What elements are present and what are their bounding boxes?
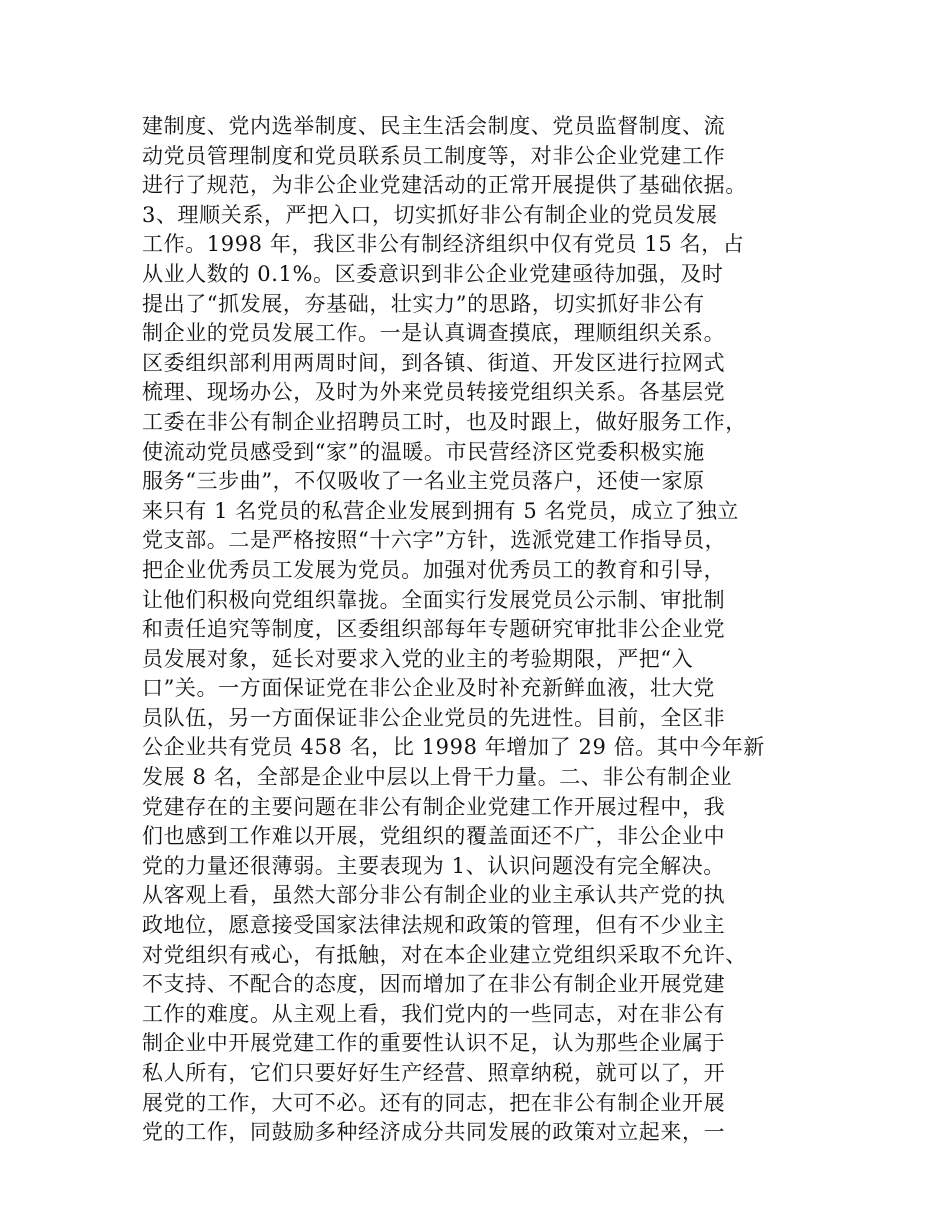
text-line: 们也感到工作难以开展，党组织的覆盖面还不广，非公企业中 [142, 824, 726, 849]
text-line: 来只有 1 名党员的私营企业发展到拥有 5 名党员，成立了独立 [142, 498, 740, 523]
text-line: 不支持、不配合的态度，因而增加了在非公有制企业开展党建 [142, 972, 726, 997]
text-line: 梳理、现场办公，及时为外来党员转接党组织关系。各基层党 [142, 380, 726, 405]
text-line: 制企业的党员发展工作。一是认真调查摸底，理顺组织关系。 [142, 321, 726, 346]
text-line: 制企业中开展党建工作的重要性认识不足，认为那些企业属于 [142, 1031, 726, 1056]
text-line: 对党组织有戒心，有抵触，对在本企业建立党组织采取不允许、 [142, 942, 747, 967]
text-line: 从业人数的 0.1%。区委意识到非公企业党建亟待加强，及时 [142, 261, 724, 286]
text-line: 工作。1998 年，我区非公有制经济组织中仅有党员 15 名，占 [142, 232, 745, 257]
text-line: 让他们积极向党组织靠拢。全面实行发展党员公示制、审批制 [142, 587, 726, 612]
text-line: 公企业共有党员 458 名，比 1998 年增加了 29 倍。其中今年新 [142, 735, 765, 760]
text-line: 政地位，愿意接受国家法律法规和政策的管理，但有不少业主 [142, 913, 726, 938]
text-line: 私人所有，它们只要好好生产经营、照章纳税，就可以了，开 [142, 1061, 726, 1085]
text-line: 党的力量还很薄弱。主要表现为 1、认识问题没有完全解决。 [142, 853, 725, 878]
text-line: 进行了规范，为非公企业党建活动的正常开展提供了基础依据。 [142, 173, 747, 198]
text-line: 工作的难度。从主观上看，我们党内的一些同志，对在非公有 [142, 1001, 726, 1026]
text-line: 建制度、党内选举制度、民主生活会制度、党员监督制度、流 [142, 114, 726, 138]
text-line: 动党员管理制度和党员联系员工制度等，对非公企业党建工作 [142, 143, 726, 168]
text-line: 服务“三步曲”，不仅吸收了一名业主党员落户，还使一家原 [142, 469, 705, 494]
text-line: 员队伍，另一方面保证非公企业党员的先进性。目前，全区非 [142, 705, 726, 730]
text-line: 党建存在的主要问题在非公有制企业党建工作开展过程中，我 [142, 794, 726, 819]
text-line: 党的工作，同鼓励多种经济成分共同发展的政策对立起来，一 [142, 1120, 726, 1145]
text-line: 区委组织部利用两周时间，到各镇、街道、开发区进行拉网式 [142, 350, 726, 375]
text-line: 提出了“抓发展，夯基础，壮实力”的思路，切实抓好非公有 [142, 291, 705, 316]
text-line: 工委在非公有制企业招聘员工时，也及时跟上，做好服务工作， [142, 409, 747, 434]
text-line: 员发展对象，延长对要求入党的业主的考验期限，严把“入 [142, 646, 694, 671]
text-line: 口”关。一方面保证党在非公企业及时补充新鲜血液，壮大党 [142, 676, 715, 701]
text-line: 从客观上看，虽然大部分非公有制企业的业主承认共产党的执 [142, 883, 726, 908]
text-line: 党支部。二是严格按照“十六字”方针，选派党建工作指导员， [142, 528, 727, 553]
body-text [142, 112, 832, 1148]
text-line: 发展 8 名，全部是企业中层以上骨干力量。二、非公有制企业 [142, 765, 733, 790]
text-line: 展党的工作，大可不必。还有的同志，把在非公有制企业开展 [142, 1090, 726, 1115]
text-line: 和责任追究等制度，区委组织部每年专题研究审批非公企业党 [142, 617, 726, 642]
text-line: 3、理顺关系，严把入口，切实抓好非公有制企业的党员发展 [142, 202, 718, 227]
text-line: 把企业优秀员工发展为党员。加强对优秀员工的教育和引导， [142, 557, 726, 582]
text-line: 使流动党员感受到“家”的温暖。市民营经济区党委积极实施 [142, 439, 705, 464]
